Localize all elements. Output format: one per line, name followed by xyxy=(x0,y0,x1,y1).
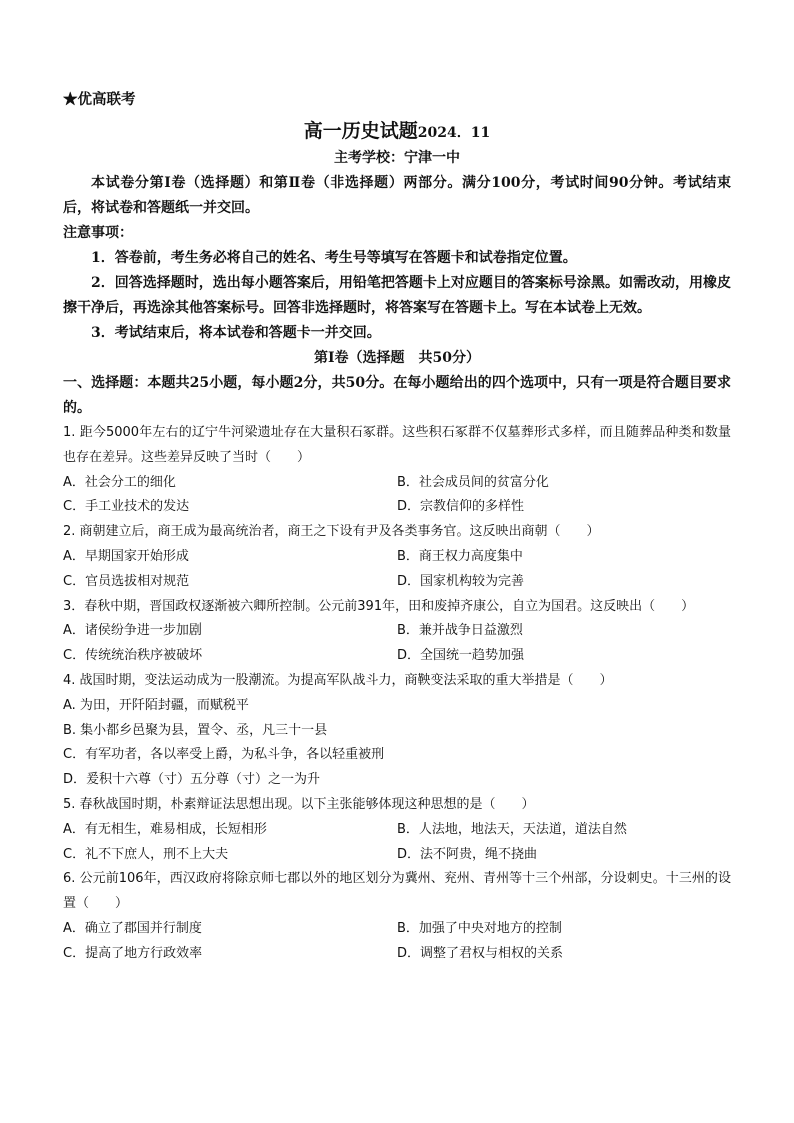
option-a[interactable]: A．有无相生，难易相成，长短相形 xyxy=(63,821,267,837)
exam-page xyxy=(63,88,731,967)
exam-date: 2024．11 xyxy=(417,125,491,141)
option-group xyxy=(63,818,731,868)
option-d[interactable]: D．全国统一趋势加强 xyxy=(397,648,525,664)
option-b[interactable]: B．加强了中央对地方的控制 xyxy=(397,920,562,936)
question-stem: 3．春秋中期，晋国政权逐渐被六卿所控制。公元前391年，田和废掉齐康公，自立为国君。这反映出（ ） xyxy=(63,598,695,614)
option-b[interactable]: B．社会成员间的贫富分化 xyxy=(397,474,549,490)
option-a[interactable]: A. 为田，开阡陌封疆，而赋税平 xyxy=(63,697,249,713)
option-group xyxy=(63,694,731,793)
option-group xyxy=(63,917,731,967)
question-stem: 6. 公元前106年，西汉政府将除京师七郡以外的地区划分为冀州、兖州、青州等十三个州部，分设刺史。十三州的设置（ ） xyxy=(63,871,731,912)
part-heading: 第Ⅰ卷（选择题 共50分） xyxy=(313,350,481,366)
note-item: 1．答卷前，考生务必将自己的姓名、考生号等填写在答题卡和试卷指定位置。 xyxy=(91,250,577,266)
question-1 xyxy=(63,421,731,520)
notes-label: 注意事项： xyxy=(63,225,133,241)
option-c[interactable]: C．传统统治秩序被破坏 xyxy=(63,648,203,664)
note-item: 3．考试结束后，将本试卷和答题卡一并交回。 xyxy=(91,325,381,341)
option-c[interactable]: C．礼不下庶人，刑不上大夫 xyxy=(63,846,229,862)
option-d[interactable]: D．调整了君权与相权的关系 xyxy=(397,945,564,961)
option-group xyxy=(63,619,731,669)
option-b[interactable]: B．商王权力高度集中 xyxy=(397,548,523,564)
option-a[interactable]: A．诸侯纷争进一步加剧 xyxy=(63,623,202,639)
option-group xyxy=(63,545,731,595)
option-c[interactable]: C．有军功者，各以率受上爵，为私斗争，各以轻重被刑 xyxy=(63,747,385,763)
option-d[interactable]: D．爰积十六尊（寸）五分尊（寸）之一为升 xyxy=(63,772,321,788)
exam-brand: ★优高联考 xyxy=(63,91,136,108)
option-group xyxy=(63,471,731,521)
question-stem: 4. 战国时期，变法运动成为一股潮流。为提高军队战斗力，商鞅变法采取的重大举措是（ ） xyxy=(63,672,613,688)
question-stem: 5. 春秋战国时期，朴素辩证法思想出现。以下主张能够体现这种思想的是（ ） xyxy=(63,796,535,812)
host-school: 主考学校：宁津一中 xyxy=(334,150,460,166)
option-a[interactable]: A．社会分工的细化 xyxy=(63,474,176,490)
option-d[interactable]: D．国家机构较为完善 xyxy=(397,573,525,589)
question-stem: 2. 商朝建立后，商王成为最高统治者，商王之下设有尹及各类事务官。这反映出商朝（ ） xyxy=(63,524,600,540)
option-b[interactable]: B．人法地，地法天，天法道，道法自然 xyxy=(397,821,627,837)
question-3 xyxy=(63,595,731,669)
question-4 xyxy=(63,669,731,793)
option-c[interactable]: C．手工业技术的发达 xyxy=(63,499,190,515)
option-c[interactable]: C．官员选拔相对规范 xyxy=(63,573,190,589)
option-d[interactable]: D．宗教信仰的多样性 xyxy=(397,499,525,515)
option-a[interactable]: A．确立了郡国并行制度 xyxy=(63,920,202,936)
question-6 xyxy=(63,867,731,966)
option-b[interactable]: B．兼并战争日益激烈 xyxy=(397,623,523,639)
question-5 xyxy=(63,793,731,867)
question-stem: 1. 距今5000年左右的辽宁牛河梁遗址存在大量积石冢群。这些积石冢群不仅墓葬形式多样，而且随葬品种类和数量也存在差异。这些差异反映了当时（ ） xyxy=(63,425,731,465)
option-a[interactable]: A．早期国家开始形成 xyxy=(63,548,189,564)
page-title xyxy=(63,116,731,146)
option-d[interactable]: D．法不阿贵，绳不挠曲 xyxy=(397,846,538,862)
question-2 xyxy=(63,520,731,594)
option-c[interactable]: C．提高了地方行政效率 xyxy=(63,945,203,961)
intro-paragraph: 本试卷分第Ⅰ卷（选择题）和第Ⅱ卷（非选择题）两部分。满分100分，考试时间90分钟。考试结束后，将试卷和答题纸一并交回。 xyxy=(63,175,731,216)
note-item: 2．回答选择题时，选出每小题答案后，用铅笔把答题卡上对应题目的答案标号涂黑。如需改动，用橡皮擦干净后，再选涂其他答案标号。回答非选择题时，将答案写在答题卡上。写在本试卷上无效。 xyxy=(63,275,731,316)
title-text: 高一历史试题 xyxy=(303,120,418,142)
option-b[interactable]: B. 集小都乡邑聚为县，置令、丞，凡三十一县 xyxy=(63,722,328,738)
section-heading: 一、选择题：本题共25小题，每小题2分，共50分。在每小题给出的四个选项中，只有一项是符合题目要求的。 xyxy=(63,375,731,416)
